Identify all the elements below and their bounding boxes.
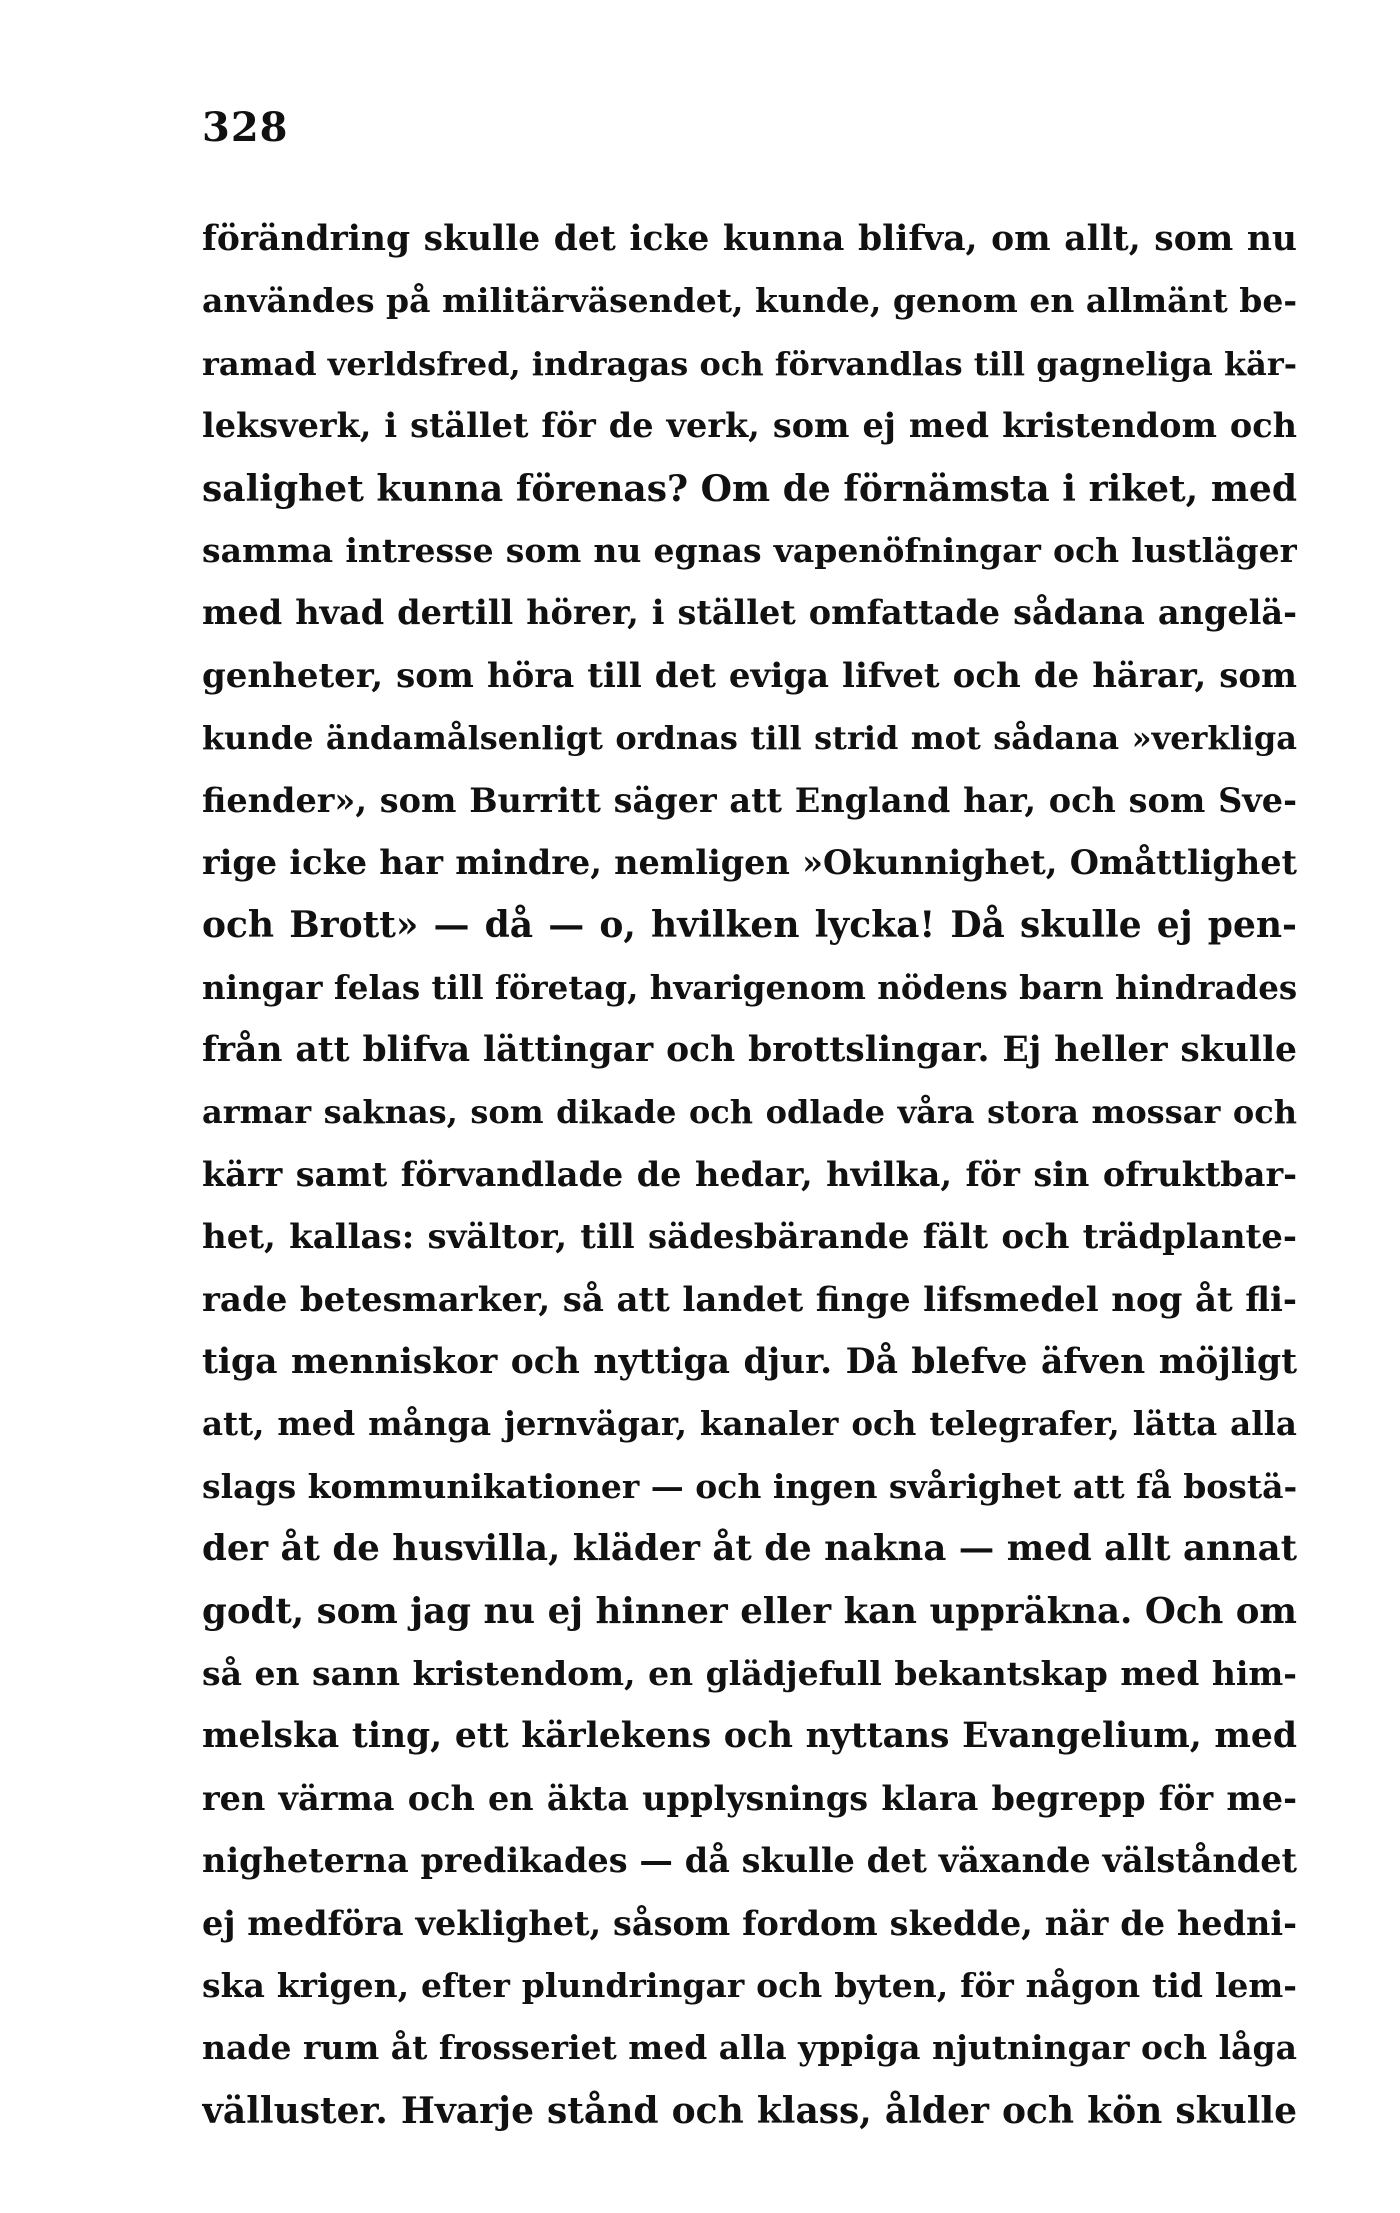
- text-line: från att blifva lättingar och brottslingar. Ej heller skulle: [202, 1030, 1297, 1071]
- text-line: godt, som jag nu ej hinner eller kan uppräkna. Och om: [202, 1590, 1297, 1632]
- text-line: och Brott» — då — o, hvilken lycka! Då skulle ej pen-: [202, 904, 1297, 947]
- page-number: 328: [202, 104, 289, 151]
- text-line: leksverk, i stället för de verk, som ej med kristendom och: [202, 406, 1297, 446]
- text-line: nade rum åt frosseriet med alla yppiga njutningar och låga: [202, 2028, 1297, 2068]
- text-line: rige icke har mindre, nemligen »Okunnighet, Omåttlighet: [202, 842, 1297, 882]
- text-line: nigheterna predikades — då skulle det växande välståndet: [202, 1841, 1297, 1881]
- text-line: ren värma och en äkta upplysnings klara begrepp för me-: [202, 1778, 1297, 1818]
- text-line: ej medföra veklighet, såsom fordom skedde, när de hedni-: [202, 1903, 1297, 1943]
- text-line: välluster. Hvarje stånd och klass, ålder och kön skulle: [202, 2089, 1297, 2132]
- text-line: kunde ändamålsenligt ordnas till strid mot sådana »verkliga: [202, 719, 1297, 758]
- text-line: ramad verldsfred, indragas och förvandlas till gagneliga kär-: [202, 344, 1297, 383]
- text-line: tiga menniskor och nyttiga djur. Då blefve äfven möjligt: [202, 1342, 1297, 1383]
- text-line: slags kommunikationer — och ingen svårighet att få bostä-: [202, 1466, 1297, 1506]
- text-line: användes på militärväsendet, kunde, genom en allmänt be-: [202, 281, 1297, 321]
- text-line: med hvad dertill hörer, i stället omfattade sådana angelä-: [202, 593, 1297, 633]
- text-line: förändring skulle det icke kunna blifva, om allt, som nu: [202, 219, 1297, 259]
- text-line: att, med många jernvägar, kanaler och telegrafer, lätta alla: [202, 1404, 1297, 1444]
- text-line: melska ting, ett kärlekens och nyttans Evangelium, med: [202, 1716, 1297, 1757]
- text-line: der åt de husvilla, kläder åt de nakna — med allt annat: [202, 1528, 1297, 1570]
- text-line: ningar felas till företag, hvarigenom nödens barn hindrades: [202, 967, 1297, 1007]
- text-line: kärr samt förvandlade de hedar, hvilka, för sin ofruktbar-: [202, 1154, 1297, 1194]
- body-text: [202, 208, 1297, 2142]
- text-line: samma intresse som nu egnas vapenöfningar och lustläger: [202, 530, 1297, 570]
- text-line: ska krigen, efter plundringar och byten, för någon tid lem-: [202, 1965, 1297, 2005]
- text-line: salighet kunna förenas? Om de förnämsta i riket, med: [202, 467, 1297, 510]
- text-line: så en sann kristendom, en glädjefull bekantskap med him-: [202, 1653, 1297, 1693]
- text-line: het, kallas: svältor, till sädesbärande fält och trädplante-: [202, 1217, 1297, 1258]
- text-line: fiender», som Burritt säger att England har, och som Sve-: [202, 780, 1297, 820]
- text-line: genheter, som höra till det eviga lifvet och de härar, som: [202, 655, 1297, 696]
- text-line: rade betesmarker, så att landet finge lifsmedel nog åt fli-: [202, 1279, 1297, 1320]
- text-line: armar saknas, som dikade och odlade våra stora mossar och: [202, 1093, 1297, 1132]
